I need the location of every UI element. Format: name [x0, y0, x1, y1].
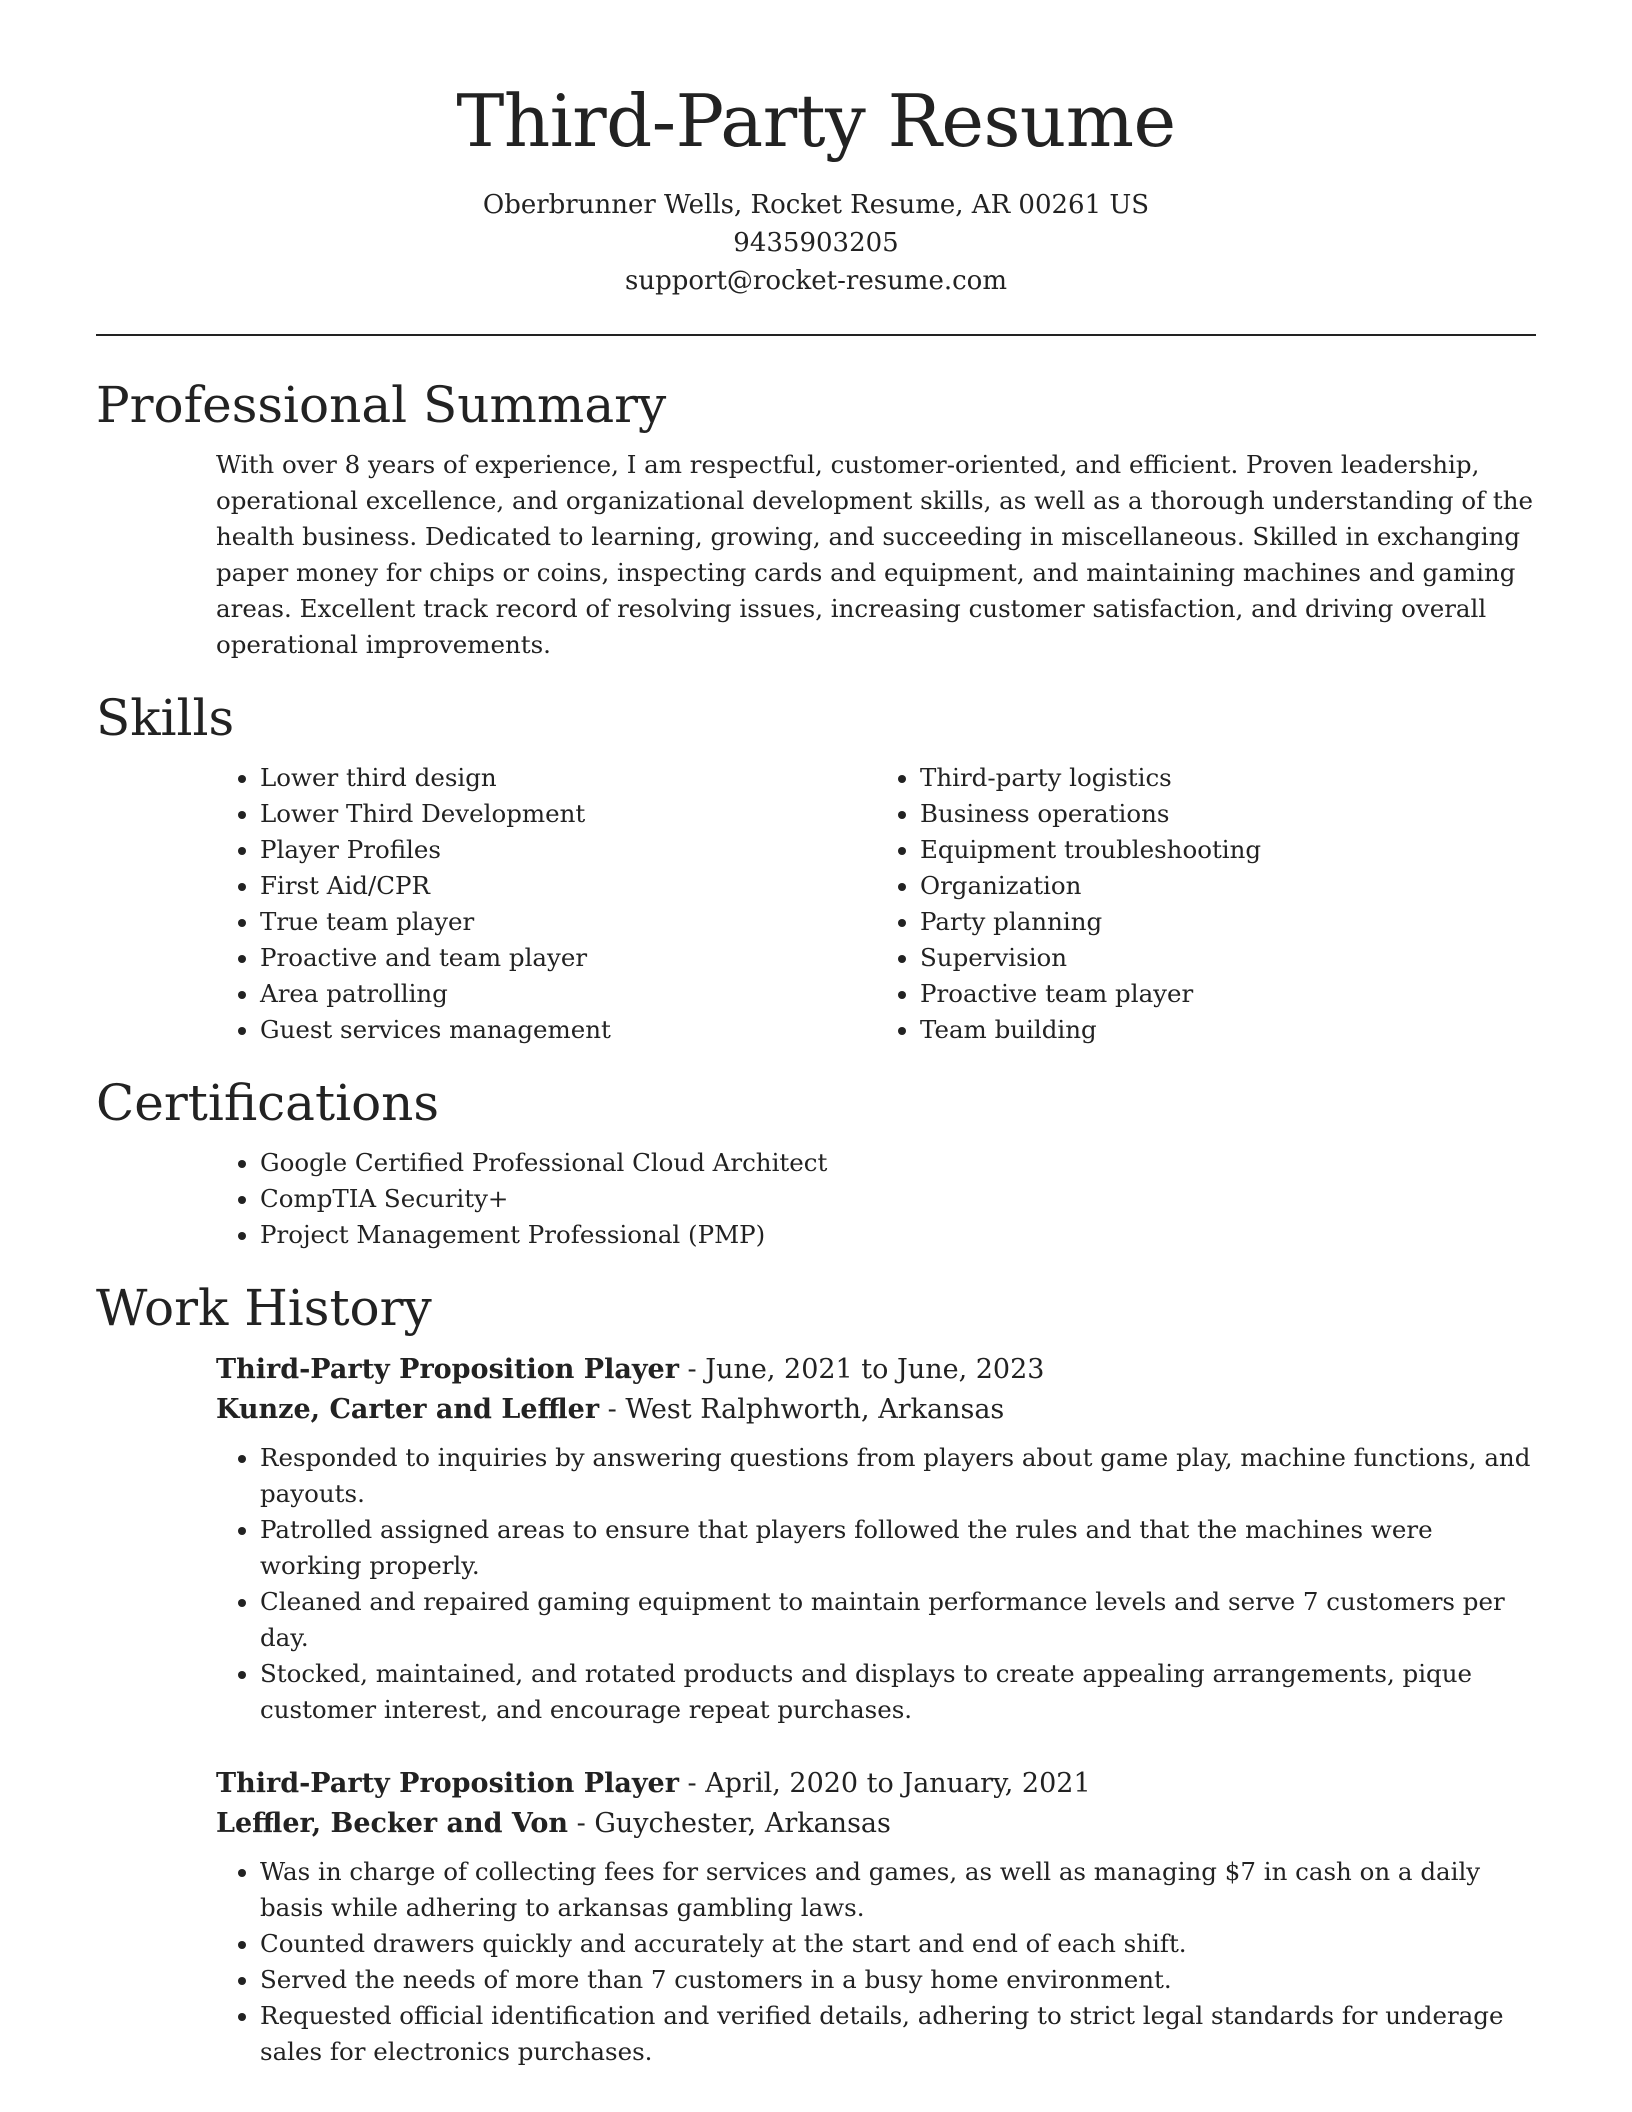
skill-item: • Supervision [920, 940, 1536, 976]
summary-section [96, 375, 1536, 663]
skill-item: • Area patrolling [260, 976, 876, 1012]
job-location: Guychester, Arkansas [594, 1807, 891, 1839]
skill-item: • Equipment troubleshooting [920, 832, 1536, 868]
skill-item: • Organization [920, 868, 1536, 904]
job-company: Leffler, Becker and Von [216, 1807, 569, 1839]
certification-item: • Google Certified Professional Cloud Architect [260, 1145, 1536, 1181]
header-divider [96, 334, 1536, 336]
job-title-line [216, 1350, 1536, 1390]
resume-header [96, 0, 1536, 300]
certifications-heading: Certifications [96, 1073, 440, 1132]
duty-item: • Cleaned and repaired gaming equipment to maintain performance levels and serve 7 customers per day. [260, 1584, 1536, 1656]
certification-item: • Project Management Professional (PMP) [260, 1217, 1536, 1253]
skills-list-left [216, 760, 876, 1048]
duty-item: • Requested official identification and verified details, adhering to strict legal standards for underage sales for electronics purchases. [260, 1998, 1536, 2070]
work-history-body [96, 1350, 1536, 2070]
phone: 9435903205 [733, 227, 899, 258]
skill-item: • Lower third design [260, 760, 876, 796]
job-entry [216, 1764, 1536, 2070]
skill-item: • Team building [920, 1012, 1536, 1048]
address: Oberbrunner Wells, Rocket Resume, AR 00261 US [482, 189, 1150, 220]
skills-list-right [876, 760, 1536, 1048]
skill-item: • Third-party logistics [920, 760, 1536, 796]
skill-item: • Proactive team player [920, 976, 1536, 1012]
separator: - [607, 1393, 626, 1425]
job-entry [216, 1350, 1536, 1728]
summary-body [96, 447, 1536, 663]
skill-item: • Proactive and team player [260, 940, 876, 976]
job-location: West Ralphworth, Arkansas [625, 1393, 1005, 1425]
skills-grid [96, 760, 1536, 1048]
duty-item: • Responded to inquiries by answering questions from players about game play, machine functions, and payouts. [260, 1440, 1536, 1512]
job-title-line [216, 1764, 1536, 1804]
skills-section [96, 688, 1536, 1048]
certifications-list [216, 1145, 1536, 1253]
duty-item: • Served the needs of more than 7 customers in a busy home environment. [260, 1962, 1536, 1998]
skill-item: • Lower Third Development [260, 796, 876, 832]
separator: - [687, 1353, 706, 1385]
job-dates: April, 2020 to January, 2021 [705, 1767, 1091, 1799]
duty-item: • Patrolled assigned areas to ensure that players followed the rules and that the machines were working properly. [260, 1512, 1536, 1584]
job-company: Kunze, Carter and Leffler [216, 1393, 600, 1425]
separator: - [576, 1807, 595, 1839]
duty-item: • Stocked, maintained, and rotated products and displays to create appealing arrangements, pique customer interest, and encourage repeat purchases. [260, 1656, 1536, 1728]
job-duties [216, 1440, 1536, 1728]
summary-text: With over 8 years of experience, I am respectful, customer-oriented, and efficient. Proven leadership, operational excellence, and organizational development skills, as well as a thorough understanding of the health business. Dedicated to learning, growing, and succeeding in miscellaneous. Skilled in exchanging paper money for chips or coins, inspecting cards and equipment, and maintaining machines and gaming areas. Excellent track record of resolving issues, increasing customer satisfaction, and driving overall operational improvements. [216, 449, 1534, 659]
job-title: Third-Party Proposition Player [216, 1353, 679, 1385]
contact-info [96, 186, 1536, 300]
work-history-heading: Work History [96, 1278, 432, 1337]
certifications-body [96, 1145, 1536, 1253]
skill-item: • Guest services management [260, 1012, 876, 1048]
duty-item: • Was in charge of collecting fees for services and games, as well as managing $7 in cash on a daily basis while adhering to arkansas gambling laws. [260, 1854, 1536, 1926]
skill-item: • Business operations [920, 796, 1536, 832]
certifications-section [96, 1073, 1536, 1253]
job-company-line [216, 1804, 1536, 1844]
skill-item: • True team player [260, 904, 876, 940]
certification-item: • CompTIA Security+ [260, 1181, 1536, 1217]
separator: - [687, 1767, 706, 1799]
skill-item: • Player Profiles [260, 832, 876, 868]
job-title: Third-Party Proposition Player [216, 1767, 679, 1799]
duty-item: • Counted drawers quickly and accurately at the start and end of each shift. [260, 1926, 1536, 1962]
skills-heading: Skills [96, 688, 235, 747]
summary-heading: Professional Summary [96, 375, 667, 434]
skill-item: • First Aid/CPR [260, 868, 876, 904]
email: support@rocket-resume.com [624, 265, 1007, 296]
skill-item: • Party planning [920, 904, 1536, 940]
job-company-line [216, 1390, 1536, 1430]
job-dates: June, 2021 to June, 2023 [705, 1353, 1045, 1385]
job-duties [216, 1854, 1536, 2070]
work-history-section [96, 1278, 1536, 2070]
candidate-name: Third-Party Resume [456, 79, 1176, 163]
